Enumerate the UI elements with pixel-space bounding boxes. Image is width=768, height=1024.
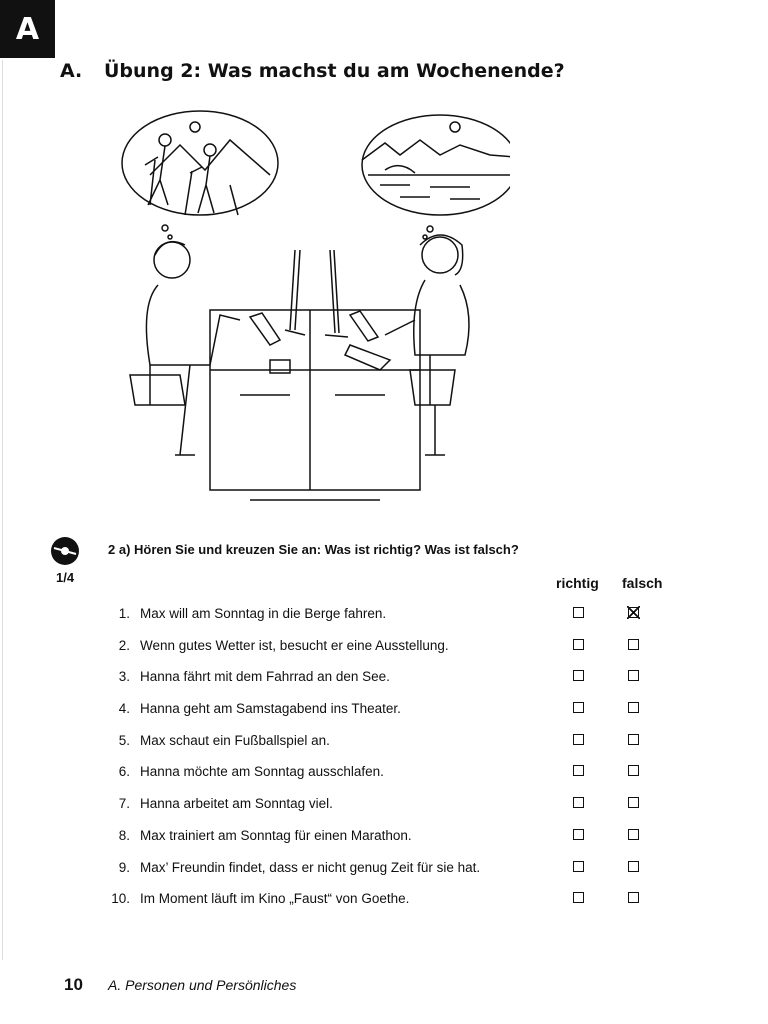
statement-text: Max schaut ein Fußballspiel an. — [140, 732, 330, 748]
checkbox-falsch[interactable] — [628, 639, 639, 650]
checkbox-falsch[interactable] — [628, 892, 639, 903]
column-header-falsch: falsch — [622, 575, 663, 591]
statement-list — [0, 598, 768, 915]
chapter-footer: A. Personen und Persönliches — [108, 977, 297, 993]
thought-bubble-lake — [362, 115, 510, 239]
statement-row — [0, 756, 768, 788]
checkbox-richtig[interactable] — [573, 797, 584, 808]
statement-number: 6. — [118, 764, 130, 780]
column-header-richtig: richtig — [556, 575, 599, 591]
title-section-label: A. — [60, 60, 83, 82]
man-figure — [130, 242, 240, 455]
statement-text: Max trainiert am Sonntag für einen Marathon. — [140, 827, 412, 843]
statement-text: Hanna arbeitet am Sonntag viel. — [140, 796, 333, 812]
statement-text: Im Moment läuft im Kino „Faust“ von Goethe. — [140, 891, 410, 907]
page-title — [60, 60, 565, 82]
keyboards — [250, 311, 390, 373]
statement-text: Hanna möchte am Sonntag ausschlafen. — [140, 764, 384, 780]
statement-row — [0, 852, 768, 884]
checkbox-richtig[interactable] — [573, 861, 584, 872]
statement-number: 1. — [118, 606, 130, 621]
checkbox-richtig[interactable] — [573, 702, 584, 713]
statement-row — [0, 598, 768, 630]
statement-row — [0, 630, 768, 662]
checkbox-richtig[interactable] — [573, 639, 584, 650]
statement-number: 4. — [118, 701, 130, 717]
statement-row — [0, 883, 768, 915]
audio-track-number: 1/4 — [56, 570, 75, 585]
checkbox-falsch[interactable] — [628, 829, 639, 840]
checkbox-richtig[interactable] — [573, 892, 584, 903]
thought-bubble-hiking — [122, 111, 278, 239]
statement-number: 10. — [111, 891, 130, 907]
statement-number: 7. — [118, 796, 130, 812]
checkbox-falsch[interactable] — [628, 797, 639, 808]
cd-audio-icon — [50, 536, 80, 566]
chapter-tab-marker: A — [0, 0, 55, 58]
woman-figure — [385, 235, 469, 455]
checkbox-richtig[interactable] — [573, 670, 584, 681]
statement-number: 2. — [118, 637, 130, 653]
checkbox-falsch[interactable] — [628, 702, 639, 713]
checkbox-richtig[interactable] — [573, 829, 584, 840]
page-number: 10 — [64, 975, 83, 994]
statement-row — [0, 725, 768, 757]
checkbox-falsch[interactable] — [628, 670, 639, 681]
title-text: Übung 2: Was machst du am Wochenende? — [104, 60, 565, 82]
statement-row — [0, 820, 768, 852]
checkbox-falsch[interactable] — [628, 765, 639, 776]
checkbox-falsch[interactable] — [628, 734, 639, 745]
checkbox-richtig[interactable] — [573, 734, 584, 745]
checkbox-richtig[interactable] — [573, 607, 584, 618]
statement-number: 9. — [118, 859, 130, 875]
statement-text: Hanna fährt mit dem Fahrrad an den See. — [140, 669, 390, 685]
desks — [210, 310, 420, 500]
statement-text: Hanna geht am Samstagabend ins Theater. — [140, 701, 401, 717]
statement-row — [0, 693, 768, 725]
statement-row — [0, 661, 768, 693]
statement-text: Max will am Sonntag in die Berge fahren. — [140, 606, 387, 621]
statement-text: Wenn gutes Wetter ist, besucht er eine Ausstellung. — [140, 637, 449, 653]
statement-text: Max’ Freundin findet, dass er nicht genug Zeit für sie hat. — [140, 859, 481, 875]
illustration-two-people-at-desks — [110, 105, 510, 505]
statement-number: 3. — [118, 669, 130, 685]
statement-number: 5. — [118, 732, 130, 748]
checkbox-richtig[interactable] — [573, 765, 584, 776]
checkbox-falsch[interactable] — [628, 861, 639, 872]
statement-row — [0, 788, 768, 820]
checkbox-falsch[interactable] — [628, 607, 639, 618]
monitors — [285, 250, 348, 337]
statement-number: 8. — [118, 827, 130, 843]
exercise-instruction: 2 a) Hören Sie und kreuzen Sie an: Was ist richtig? Was ist falsch? — [108, 542, 519, 557]
